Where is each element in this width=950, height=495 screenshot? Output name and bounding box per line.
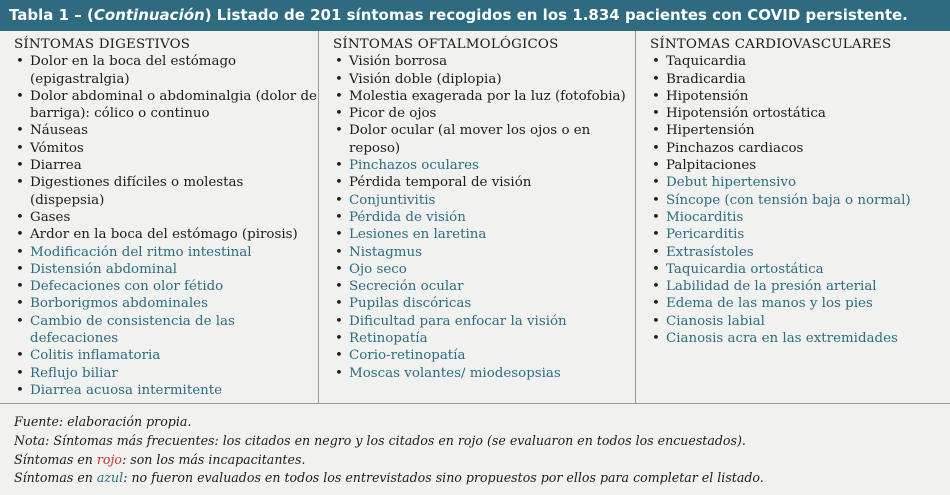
columns-row [0, 31, 950, 404]
column-heading: SÍNTOMAS CARDIOVASCULARES [650, 37, 892, 52]
symptom-list [650, 53, 950, 347]
symptom-item: • Retinopatía [333, 330, 635, 347]
symptom-item: • Visión borrosa [333, 53, 635, 70]
symptom-item: • Pérdida de visión [333, 209, 635, 226]
symptom-item: • Defecaciones con olor fétido [14, 278, 318, 295]
symptom-item: • Pinchazos oculares [333, 157, 635, 174]
symptom-item: • Digestiones difíciles o molestas (dispepsia) [14, 174, 318, 209]
symptom-item: • Debut hipertensivo [650, 174, 950, 191]
note-red-suffix: : son los más incapacitantes. [122, 451, 306, 467]
symptom-item: • Extrasístoles [650, 244, 950, 261]
symptom-item: • Edema de las manos y los pies [650, 295, 950, 312]
column-heading: SÍNTOMAS DIGESTIVOS [14, 37, 191, 52]
note-blue-suffix: : no fueron evaluados en todos los entrevistados sino propuestos por ellos para completar el listado. [123, 470, 764, 486]
symptom-item: • Palpitaciones [650, 157, 950, 174]
symptom-list [14, 53, 318, 399]
table-title [0, 0, 950, 31]
symptom-item: • Modificación del ritmo intestinal [14, 244, 318, 261]
symptom-item: • Dificultad para enfocar la visión [333, 313, 635, 330]
title-prefix: Tabla 1 – ( [9, 6, 94, 24]
title-continuation: Continuación [93, 6, 205, 24]
symptom-item: • Hipotensión ortostática [650, 105, 950, 122]
table-footnotes [0, 404, 950, 488]
symptom-item: • Miocarditis [650, 209, 950, 226]
symptom-item: • Ojo seco [333, 261, 635, 278]
symptom-item: • Conjuntivitis [333, 192, 635, 209]
symptom-item: • Moscas volantes/ miodesopsias [333, 365, 635, 382]
symptom-item: • Diarrea [14, 157, 318, 174]
note-red-prefix: Síntomas en [14, 451, 97, 467]
note-red-word: rojo [96, 451, 122, 467]
symptom-item: • Pericarditis [650, 226, 950, 243]
symptom-item: • Pinchazos cardiacos [650, 140, 950, 157]
symptom-item: • Diarrea acuosa intermitente [14, 382, 318, 399]
symptom-item: • Bradicardia [650, 71, 950, 88]
note-frequent: Nota: Síntomas más frecuentes: los citados en negro y los citados en rojo (se evaluaron en todos los encuestados). [14, 432, 746, 448]
symptom-item: • Corio-retinopatía [333, 347, 635, 364]
symptom-item: • Pérdida temporal de visión [333, 174, 635, 191]
symptom-item: • Ardor en la boca del estómago (pirosis) [14, 226, 318, 243]
symptom-item: • Molestia exagerada por la luz (fotofobia) [333, 88, 635, 105]
symptom-item: • Secreción ocular [333, 278, 635, 295]
note-blue-word: azul [96, 470, 124, 486]
symptom-item: • Vómitos [14, 140, 318, 157]
symptom-item: • Hipertensión [650, 122, 950, 139]
column-cardiovascular [636, 31, 950, 403]
symptom-item: • Dolor en la boca del estómago (epigastralgia) [14, 53, 318, 88]
symptom-item: • Náuseas [14, 122, 318, 139]
symptom-item: • Dolor ocular (al mover los ojos o en reposo) [333, 122, 635, 157]
note-blue [14, 469, 950, 488]
symptom-item: • Cianosis labial [650, 313, 950, 330]
title-suffix: ) Listado de 201 síntomas recogidos en los 1.834 pacientes con COVID persistente. [204, 6, 908, 24]
column-heading: SÍNTOMAS OFTALMOLÓGICOS [333, 37, 559, 52]
note-source: Fuente: elaboración propia. [14, 414, 192, 429]
symptom-item: • Borborigmos abdominales [14, 295, 318, 312]
symptom-item: • Hipotensión [650, 88, 950, 105]
symptom-item: • Pupilas discóricas [333, 295, 635, 312]
note-blue-prefix: Síntomas en [14, 470, 97, 486]
note-red [14, 451, 950, 470]
symptom-item: • Cambio de consistencia de las defecaciones [14, 313, 318, 348]
symptom-item: • Nistagmus [333, 244, 635, 261]
symptom-item: • Síncope (con tensión baja o normal) [650, 192, 950, 209]
symptom-item: • Picor de ojos [333, 105, 635, 122]
symptom-item: • Lesiones en laretina [333, 226, 635, 243]
symptom-item: • Colitis inflamatoria [14, 347, 318, 364]
symptom-item: • Taquicardia ortostática [650, 261, 950, 278]
column-ophthalmologic [319, 31, 636, 403]
symptom-item: • Cianosis acra en las extremidades [650, 330, 950, 347]
symptom-item: • Labilidad de la presión arterial [650, 278, 950, 295]
symptom-item: • Visión doble (diplopia) [333, 71, 635, 88]
symptom-item: • Gases [14, 209, 318, 226]
symptom-item: • Dolor abdominal o abdominalgia (dolor de barriga): cólico o continuo [14, 88, 318, 123]
column-digestive [0, 31, 319, 403]
symptom-item: • Taquicardia [650, 53, 950, 70]
symptom-item: • Reflujo biliar [14, 365, 318, 382]
symptom-list [333, 53, 635, 382]
symptom-item: • Distensión abdominal [14, 261, 318, 278]
